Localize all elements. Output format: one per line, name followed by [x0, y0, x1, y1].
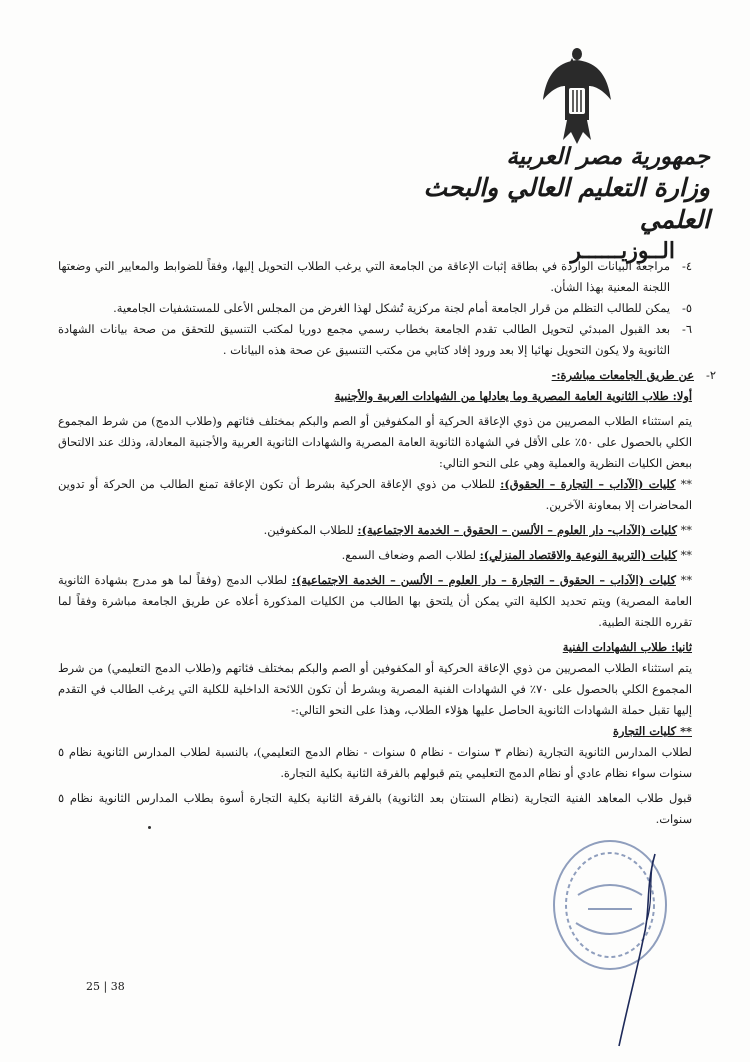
- part1-title: أولا: طلاب الثانوية العامة المصرية وما يعادلها من الشهادات العربية والأجنبية: [334, 389, 692, 403]
- part2-title: ثانيا: طلاب الشهادات الفنية: [562, 640, 692, 654]
- rule-bullet: **: [676, 548, 692, 562]
- rule-bullet: **: [676, 523, 692, 537]
- rule-text: لطلاب الدمج (وفقاً لما هو مدرج بشهادة الثانوية العامة المصرية) ويتم تحديد الكلية التي يمكن أن يلتحق بها الطالب من الكليات المذكورة أعلاه عن طريق الجامعة مباشرة وفقاً لما تقرره اللجنة الطبية.: [58, 573, 692, 629]
- item-text: بعد القبول المبدئي لتحويل الطالب تقدم الجامعة بخطاب رسمي مجمع دوريا لمكتب التنسيق للتحقق من صحة بيانات الشهادة الثانوية ولا يكون التحويل نهائيا إلا بعد ورود إفاد كتابي من مكتب التنسيق عن صحة هذه البيانات .: [58, 322, 670, 357]
- rule-title: كليات (الآداب – التجارة – الحقوق):: [500, 477, 676, 491]
- ministry-header: [410, 142, 710, 266]
- item-text: يمكن للطالب التظلم من قرار الجامعة أمام لجنة مركزية تُشكل لهذا الغرض من المجلس الأعلى للمستشفيات الجامعية.: [113, 301, 670, 315]
- rule-bullet: **: [675, 477, 692, 491]
- rule-title: كليات (الآداب- دار العلوم – الألسن – الحقوق – الخدمة الاجتماعية):: [357, 523, 677, 537]
- rule-paragraph: [58, 545, 692, 566]
- list-item: [58, 319, 692, 361]
- commerce-paragraph: لطلاب المدارس الثانوية التجارية (نظام ٣ سنوات - نظام ٥ سنوات - نظام الدمج التعليمي)، بالنسبة لطلاب المدارس الثانوية نظام ٥ سنوات سواء نظام عادي أو نظام الدمج التعليمي يتم قبولهم بالفرقة الثانية بكلية التجارة.: [58, 745, 693, 780]
- part1-intro: يتم استثناء الطلاب المصريين من ذوي الإعاقة الحركية أو المكفوفين أو الصم والبكم بمختلف فئاتهم و(طلاب الدمج) من شرط المجموع الكلي بالحصول على ٥٠٪ على الأقل في الشهادة الثانوية العامة المصرية والشهادات الثانوية العربية والأجنبية المعادلة، وذلك عند الالتحاق ببعض الكليات النظرية والعملية وهي على النحو التالي:: [58, 414, 692, 470]
- list-item: [58, 298, 692, 319]
- rule-text: للطلاب من ذوي الإعاقة الحركية بشرط أن تكون الإعاقة تمنع الطالب من الحركة أو تدوين المحاضرات إلا بمعاونة الآخرين.: [58, 477, 692, 512]
- rule-paragraph: [58, 474, 692, 516]
- section-number: ٢-: [706, 368, 716, 382]
- eagle-emblem-icon: [541, 40, 613, 148]
- stray-mark: [148, 826, 151, 829]
- list-item: [58, 256, 692, 298]
- rule-bullet: **: [675, 573, 693, 587]
- rule-title: كليات (التربية النوعية والاقتصاد المنزلي):: [479, 548, 677, 562]
- part2-intro: يتم استثناء الطلاب المصريين من ذوي الإعاقة الحركية أو المكفوفين أو الصم والبكم بمختلف فئاتهم و(طلاب الدمج التعليمي) من شرط المجموع الكلي بالحصول على ٧٠٪ في الشهادات الفنية المصرية وبشرط أن تكون اللائحة الداخلية للكلية التي يرغب الطالب في التقدم إليها تقبل حملة الشهادات الثانوية الحاصل عليها هؤلاء الطلاب، وهذا على النحو التالي:-: [58, 661, 692, 717]
- section-title: عن طريق الجامعات مباشرة:-: [551, 368, 694, 382]
- section-heading: [58, 365, 716, 386]
- rule-text: لطلاب الصم وضعاف السمع.: [341, 548, 480, 562]
- commerce-title: ** كليات التجارة: [612, 724, 692, 738]
- page-number: 25 | 38: [86, 980, 125, 993]
- item-number: ٤-: [682, 259, 692, 273]
- rule-paragraph: [58, 570, 692, 633]
- document-body: [58, 256, 716, 830]
- commerce-paragraph: قبول طلاب المعاهد الفنية التجارية (نظام السنتان بعد الثانوية) بالفرقة الثانية بكلية التجارة أسوة بطلاب المدارس الثانوية نظام ٥ سنوات.: [58, 791, 692, 826]
- rule-text: للطلاب المكفوفين.: [263, 523, 358, 537]
- signature-icon: [615, 850, 665, 1050]
- item-text: مراجعة البيانات الواردة في بطاقة إثبات الإعاقة من الجامعة التي يرغب الطلاب التحويل إليها، وفقاً للضوابط والمعايير التي وضعتها اللجنة المعنية بهذا الشأن.: [58, 259, 670, 294]
- item-number: ٦-: [682, 322, 692, 336]
- rule-title: كليات (الآداب – الحقوق – التجارة – دار العلوم – الألسن – الخدمة الاجتماعية):: [291, 573, 676, 587]
- item-number: ٥-: [682, 301, 692, 315]
- ministry-name: وزارة التعليم العالي والبحث العلمي: [423, 173, 710, 234]
- minister-title: الــوزيــــــر: [570, 238, 675, 264]
- rule-paragraph: [58, 520, 692, 541]
- republic-name: جمهورية مصر العربية: [506, 143, 710, 170]
